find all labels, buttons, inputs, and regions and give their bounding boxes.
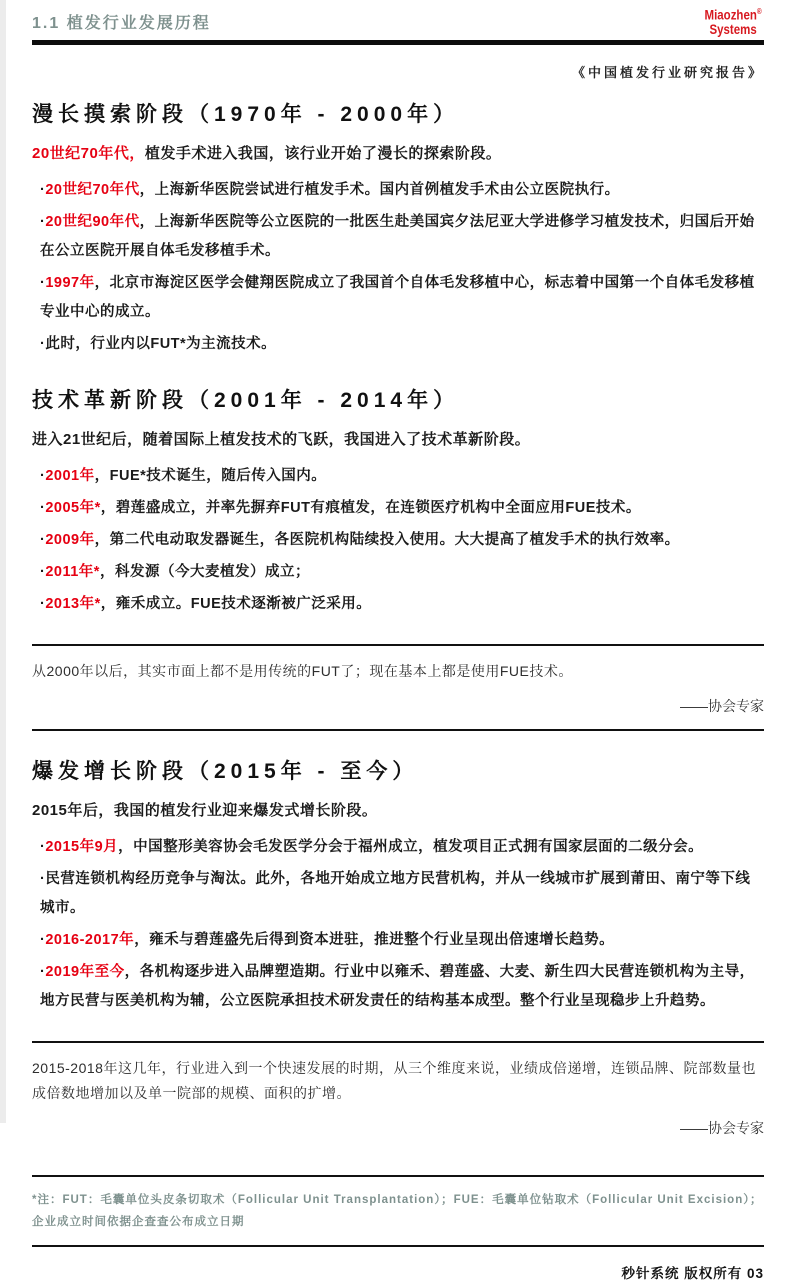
bullet-list: [32, 176, 764, 359]
bullet-list: [32, 462, 764, 619]
page-title: 1.1 植发行业发展历程: [32, 15, 211, 32]
section-title: 爆发增长阶段（2015年 - 至今）: [32, 760, 419, 783]
list-item: ·2005年*，碧莲盛成立，并率先摒弃FUT有痕植发，在连锁医疗机构中全面应用FUE技术。: [40, 500, 641, 516]
page-left-edge: [0, 0, 6, 1123]
header: [32, 0, 764, 35]
expert-quote: [32, 644, 764, 731]
list-item: ·2009年，第二代电动取发器诞生，各医院机构陆续投入使用。大大提高了植发手术的执行效率。: [40, 532, 680, 548]
logo-line2: Systems: [709, 20, 758, 37]
quote-text: 2015-2018年这几年，行业进入到一个快速发展的时期，从三个维度来说，业绩成倍递增，连锁品牌、院部数量也成倍数地增加以及单一院部的规模、面积的扩增。: [32, 1060, 756, 1101]
list-item: ·2019年至今，各机构逐步进入品牌塑造期。行业中以雍禾、碧莲盛、大麦、新生四大民营连锁机构为主导，地方民营与医美机构为辅，公立医院承担技术研发责任的结构基本成型。整个行业呈现稳步上升趋势。: [40, 964, 755, 1009]
section-intro: 进入21世纪后，随着国际上植发技术的飞跃，我国进入了技术革新阶段。: [32, 431, 531, 448]
list-item: ·20世纪70年代，上海新华医院尝试进行植发手术。国内首例植发手术由公立医院执行。: [40, 182, 620, 198]
list-item: ·民营连锁机构经历竞争与淘汰。此外，各地开始成立地方民营机构，并从一线城市扩展到莆田、南宁等下线城市。: [40, 871, 751, 916]
section-explosive-growth-stage: [32, 758, 764, 1016]
list-item: ·1997年，北京市海淀区医学会健翔医院成立了我国首个自体毛发移植中心，标志着中国第一个自体毛发移植专业中心的成立。: [40, 275, 755, 320]
footnote: [32, 1175, 764, 1247]
page-footer: 秒针系统 版权所有 03: [621, 1266, 764, 1281]
list-item: ·20世纪90年代，上海新华医院等公立医院的一批医生赴美国宾夕法尼亚大学进修学习植发技术，归国后开始在公立医院开展自体毛发移植手术。: [40, 214, 755, 259]
list-item: ·2016-2017年，雍禾与碧莲盛先后得到资本进驻，推进整个行业呈现出倍速增长趋势。: [40, 932, 615, 948]
section-title: 技术革新阶段（2001年 - 2014年）: [32, 389, 460, 412]
quote-attribution: ——协会专家: [680, 698, 764, 714]
section-title: 漫长摸索阶段（1970年 - 2000年）: [32, 103, 460, 126]
section-intro: 2015年后，我国的植发行业迎来爆发式增长阶段。: [32, 802, 378, 819]
registered-mark-icon: ®: [757, 7, 762, 16]
expert-quote: [32, 1041, 764, 1151]
list-item: ·2013年*，雍禾成立。FUE技术逐渐被广泛采用。: [40, 596, 372, 612]
list-item: ·2011年*，科发源（今大麦植发）成立；: [40, 564, 310, 580]
miaozhen-logo: [705, 5, 762, 36]
list-item: ·2001年，FUE*技术诞生，随后传入国内。: [40, 468, 327, 484]
bullet-list: [32, 833, 764, 1016]
list-item: ·此时，行业内以FUT*为主流技术。: [40, 336, 277, 352]
list-item: ·2015年9月，中国整形美容协会毛发医学分会于福州成立，植发项目正式拥有国家层面的二级分会。: [40, 839, 704, 855]
section-tech-innovation-stage: [32, 387, 764, 619]
quote-attribution: ——协会专家: [680, 1120, 764, 1136]
quote-text: 从2000年以后，其实市面上都不是用传统的FUT了；现在基本上都是使用FUE技术。: [32, 663, 573, 679]
logo-line1: Miaozhen®: [704, 6, 762, 23]
footnote-text: *注：FUT：毛囊单位头皮条切取术（Follicular Unit Transplantation）；FUE：毛囊单位钻取术（Follicular Unit Excision）；企业成立时间依据企查查公布成立日期: [32, 1194, 763, 1228]
report-title: 《中国植发行业研究报告》: [571, 65, 764, 80]
section-exploration-stage: [32, 101, 764, 359]
section-intro: 20世纪70年代，植发手术进入我国，该行业开始了漫长的探索阶段。: [32, 145, 502, 162]
header-divider: [32, 40, 764, 45]
